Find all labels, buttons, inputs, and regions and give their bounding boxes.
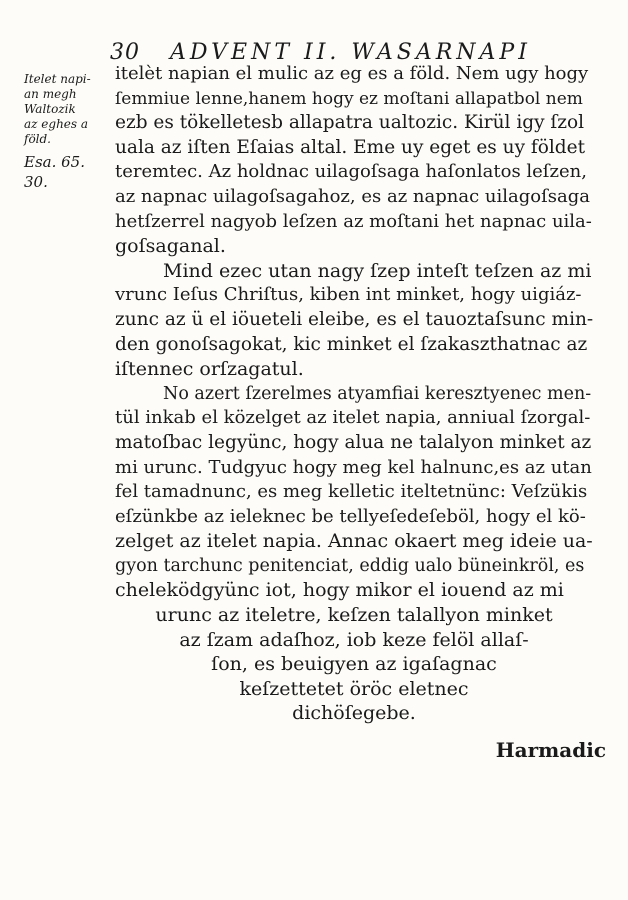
text-line: eſzünkbe az ieleknec be tellyeſedeſeböl, hogy el kö- [115, 505, 586, 527]
text-line: teremtec. Az holdnac uilagoſsaga haſonlatos leſzen, [115, 161, 587, 183]
margin-note-line: an megh [24, 87, 77, 101]
text-line: No azert ſzerelmes atyamfiai keresztyenec men- [163, 383, 592, 404]
text-line: cheleködgyünc iot, hogy mikor el iouend az mi [115, 579, 564, 602]
text-line: itelèt napian el mulic az eg es a föld. Nem ugy hogy [115, 63, 589, 84]
text-line: goſsaganal. [115, 235, 226, 258]
text-line: ſemmiue lenne,hanem hogy ez moſtani allapatbol nem [115, 88, 583, 109]
text-line: az napnac uilagoſsagahoz, es az napnac uilagoſsaga [115, 185, 590, 207]
text-line: den gonoſsagokat, kic minket el ſzakaszthatnac az [115, 333, 588, 355]
margin-note-line: Waltozik [24, 102, 76, 116]
catchword: Harmadic [495, 738, 606, 762]
text-line: tül inkab el közelget az itelet napia, anniual ſzorgal- [115, 407, 591, 429]
margin-note-line: az eghes a [24, 117, 89, 131]
margin-reference: Esa. 65. [24, 153, 85, 171]
text-line: zelget az itelet napia. Annac okaert meg ideie ua- [115, 530, 593, 553]
running-head: ADVENT II. WASARNAPI [170, 40, 531, 65]
text-line: mi urunc. Tudgyuc hogy meg kel halnunc,es az utan [115, 456, 592, 478]
text-line: ezb es tökelletesb allapatra ualtozic. Kirül igy ſzol [115, 112, 585, 134]
text-line: vrunc Ieſus Chriſtus, kiben int minket, hogy uigiáz- [115, 284, 582, 306]
text-line: Mind ezec utan nagy ſzep inteſt teſzen az mi [163, 259, 592, 282]
page-number: 30 [110, 40, 140, 65]
margin-notes [24, 72, 110, 191]
text-line: zunc az ü el iöueteli eleibe, es el tauoztaſsunc min- [115, 308, 594, 330]
main-text [115, 62, 593, 603]
margin-note-line: föld. [24, 132, 51, 146]
closing-line: keſzettetet öröc eletnec [239, 677, 469, 700]
closing-line: urunc az iteletre, keſzen talallyon minket [155, 604, 553, 626]
margin-reference-number: 30. [24, 173, 48, 191]
text-line: hetſzerrel nagyob leſzen az moſtani het napnac uila- [115, 210, 592, 232]
closing-line: ſon, es beuigyen az igaſagnac [211, 653, 497, 676]
closing-text [115, 603, 593, 726]
text-line: fel tamadnunc, es meg kelletic iteltetnünc: Veſzükis [115, 481, 588, 503]
text-line: matoſbac legyünc, hogy alua ne talalyon minket az [115, 431, 592, 453]
margin-note-line: Itelet napi- [24, 72, 91, 86]
text-line: uala az iſten Eſaias altal. Eme uy eget es uy földet [115, 136, 586, 158]
text-line: gyon tarchunc penitenciat, eddig ualo büneinkröl, es [115, 555, 585, 576]
closing-line: dichöſegebe. [292, 702, 416, 725]
text-line: iſtennec orſzagatul. [115, 358, 304, 381]
closing-line: az ſzam adaſhoz, iob keze felöl allaſ- [179, 628, 529, 651]
